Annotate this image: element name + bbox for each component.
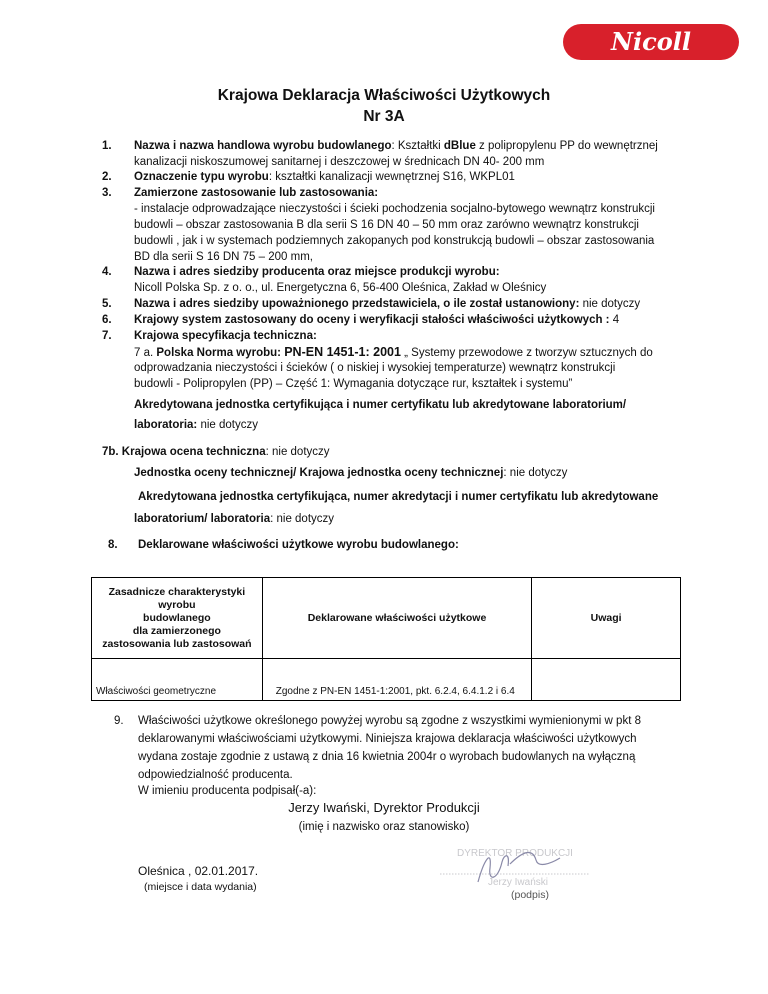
signed-by-label: W imieniu producenta podpisał(-a): bbox=[138, 785, 317, 797]
stamp-name: Jerzy Iwański bbox=[487, 877, 549, 888]
item-7a-line: budowli - Polipropylen (PP) – Część 1: Wymagania dotyczące rur, kształtek i systemu” bbox=[134, 378, 573, 390]
header-remarks: Uwagi bbox=[532, 578, 681, 659]
signature-stamp bbox=[440, 840, 590, 896]
stamp-title: DYREKTOR PRODUKCJI bbox=[457, 848, 573, 859]
item-3-line: budowli – obszar zastosowania B dla serii S 16 DN 40 – 50 mm oraz zarówno wewnątrz konstrukcji bbox=[134, 219, 639, 231]
signatory-name: Jerzy Iwański, Dyrektor Produkcji bbox=[288, 800, 480, 815]
section-9-line: deklarowanymi właściwościami użytkowymi. Niniejsza krajowa deklaracja właściwości użytkowych bbox=[138, 733, 637, 745]
accredited-body-2-label: Akredytowana jednostka certyfikująca, numer akredytacji i numer certyfikatu lub akredytowane bbox=[138, 491, 659, 503]
logo-text: Nicoll bbox=[611, 27, 691, 56]
signatory-caption: (imię i nazwisko oraz stanowisko) bbox=[298, 821, 470, 833]
accredited-body-2-line: laboratorium/ laboratoria: nie dotyczy bbox=[134, 513, 335, 525]
cell-remarks bbox=[532, 659, 681, 701]
item-number: 8. bbox=[108, 539, 118, 551]
header-declared: Deklarowane właściwości użytkowe bbox=[262, 578, 532, 659]
item-3-line: BD dla serii S 16 DN 75 – 200 mm, bbox=[134, 251, 313, 263]
accredited-body-label: Akredytowana jednostka certyfikująca i numer certyfikatu lub akredytowane laboratorium/ bbox=[134, 399, 627, 411]
declaration-table bbox=[91, 577, 681, 701]
item-6-line: Krajowy system zastosowany do oceny i weryfikacji stałości właściwości użytkowych : 4 bbox=[134, 314, 620, 326]
place-date: Oleśnica , 02.01.2017. bbox=[138, 864, 259, 878]
document-title: Krajowa Deklaracja Właściwości Użytkowych bbox=[217, 87, 551, 104]
technical-body-line: Jednostka oceny technicznej/ Krajowa jednostka oceny technicznej: nie dotyczy bbox=[134, 467, 568, 479]
item-8-label: Deklarowane właściwości użytkowe wyrobu budowlanego: bbox=[138, 539, 459, 551]
item-7-label: Krajowa specyfikacja techniczna: bbox=[134, 330, 317, 342]
nicoll-logo bbox=[563, 24, 739, 60]
cell-declared: Zgodne z PN-EN 1451-1:2001, pkt. 6.2.4, 6.4.1.2 i 6.4 bbox=[262, 659, 532, 701]
item-5-line: Nazwa i adres siedziby upoważnionego przedstawiciela, o ile został ustanowiony: nie dotyczy bbox=[134, 298, 641, 310]
item-7b-line: 7b. Krajowa ocena techniczna: nie dotyczy bbox=[102, 446, 330, 458]
item-7a-line: odprowadzania nieczystości i ścieków ( o niskiej i wysokiej temperaturze) wewnątrz konstrukcji bbox=[134, 362, 616, 374]
section-9-line: Właściwości użytkowe określonego powyżej wyrobu są zgodne z wszystkimi wymienionymi w pkt 8 bbox=[138, 715, 641, 727]
item-4-line: Nicoll Polska Sp. z o. o., ul. Energetyczna 6, 56-400 Oleśnica, Zakład w Oleśnicy bbox=[134, 282, 547, 294]
item-number: 2. bbox=[102, 171, 112, 183]
place-date-caption: (miejsce i data wydania) bbox=[144, 881, 257, 893]
item-3-line: budowli , jak i w systemach podziemnych zakopanych pod konstrukcją budowli – obszar zastosowania bbox=[134, 235, 655, 247]
item-3-label: Zamierzone zastosowanie lub zastosowania: bbox=[134, 187, 379, 199]
item-number: 1. bbox=[102, 140, 112, 152]
item-number: 7. bbox=[102, 330, 112, 342]
document-number: Nr 3A bbox=[363, 108, 405, 125]
item-1-line-2: kanalizacji niskoszumowej sanitarnej i deszczowej w średnicach DN 40- 200 mm bbox=[134, 156, 545, 168]
item-number: 9. bbox=[114, 715, 124, 727]
signature-caption: (podpis) bbox=[511, 889, 549, 901]
item-number: 4. bbox=[102, 266, 112, 278]
item-number: 5. bbox=[102, 298, 112, 310]
header-characteristics: Zasadnicze charakterystyki wyrobu budowlanego dla zamierzonego zastosowania lub zastosowań bbox=[92, 578, 263, 659]
table-header-row bbox=[92, 578, 681, 659]
item-3-line: - instalacje odprowadzające nieczystości i ścieki pochodzenia socjalno-bytowego wewnątrz konstrukcji bbox=[134, 203, 655, 215]
section-9-line: wydana zostaje zgodnie z ustawą z dnia 16 kwietnia 2004r o wyrobach budowlanych na wyłączną bbox=[138, 751, 636, 763]
item-number: 3. bbox=[102, 187, 112, 199]
item-1-line-1: Nazwa i nazwa handlowa wyrobu budowlanego: Kształtki dBlue z polipropylenu PP do wewnętrznej bbox=[134, 140, 658, 152]
item-7a-line: 7 a. Polska Norma wyrobu: PN-EN 1451-1: 2001 „ Systemy przewodowe z tworzyw sztucznych do bbox=[134, 345, 653, 359]
item-number: 6. bbox=[102, 314, 112, 326]
item-2-line: Oznaczenie typu wyrobu: kształtki kanalizacji wewnętrznej S16, WKPL01 bbox=[134, 171, 515, 183]
accredited-body-line: laboratoria: nie dotyczy bbox=[134, 419, 258, 431]
item-4-label: Nazwa i adres siedziby producenta oraz miejsce produkcji wyrobu: bbox=[134, 266, 500, 278]
section-9-line: odpowiedzialność producenta. bbox=[138, 769, 293, 781]
cell-characteristic: Właściwości geometryczne bbox=[92, 659, 263, 701]
table-row bbox=[92, 659, 681, 701]
